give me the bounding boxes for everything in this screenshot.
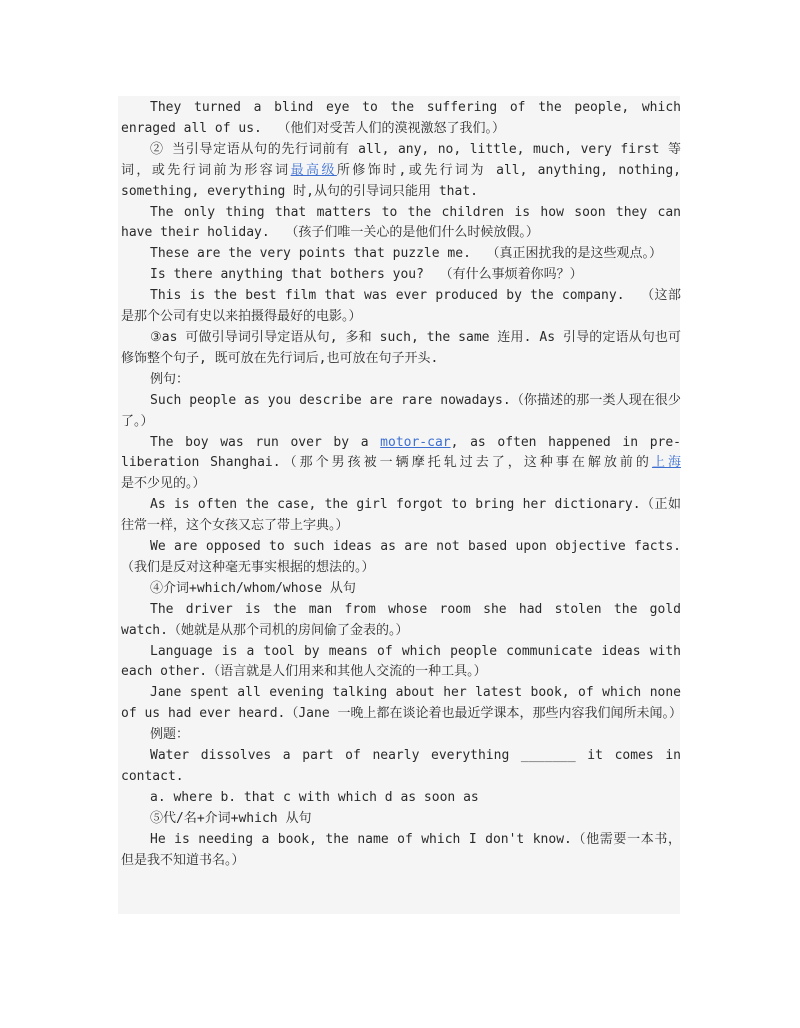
paragraph-text: a. where b. that c with which d as soon as	[150, 789, 479, 805]
paragraph	[121, 265, 681, 286]
paragraph-text: 是不少见的。）	[121, 476, 206, 492]
paragraph-text: ② 当引导定语从句的先行词前有 all, any, no, little, much, very first 等词，或先行词前为形容词	[121, 141, 681, 178]
paragraph	[121, 788, 681, 809]
paragraph-text: Such people as you describe are rare nowadays.（你描述的那一类人现在很少了。）	[121, 392, 681, 429]
paragraph-text: 例句：	[150, 371, 190, 387]
paragraph-text: ③as 可做引导词引导定语从句, 多和 such, the same 连用. As 引导的定语从句也可修饰整个句子, 既可放在先行词后,也可放在句子开头.	[121, 329, 681, 366]
paragraph	[121, 495, 681, 537]
paragraph	[121, 98, 689, 140]
paragraph-text: These are the very points that puzzle me. （真正困扰我的是这些观点。）	[150, 246, 663, 262]
paragraph	[121, 725, 681, 746]
paragraph-text: We are opposed to such ideas as are not based upon objective facts.（我们是反对这种毫无事实根据的想法的。）	[121, 539, 681, 575]
paragraph	[121, 328, 681, 370]
paragraph-text: Is there anything that bothers you? （有什么事烦着你吗？）	[150, 267, 583, 283]
paragraph	[121, 140, 689, 203]
paragraph	[121, 683, 689, 725]
paragraph-text: He is needing a book, the name of which I don't know.（他需要一本书，但是我不知道书名。）	[121, 831, 681, 868]
paragraph-text: This is the best film that was ever produced by the company. （这部是那个公司有史以来拍摄得最好的电影。）	[121, 288, 681, 325]
paragraph-text: The only thing that matters to the children is how soon they can have their holiday. （孩子们唯一关心的是他们什么时候放假。）	[121, 204, 689, 241]
paragraph	[121, 579, 681, 600]
paragraph-text: They turned a blind eye to the suffering of the people, which enraged all of us. （他们对受苦人们的漠视激怒了我们。）	[121, 100, 689, 136]
paragraph-text: The boy was run over by a	[150, 434, 381, 450]
paragraph	[121, 286, 681, 328]
inline-link[interactable]: 上海	[651, 455, 681, 471]
document-body	[121, 98, 689, 872]
paragraph-text: The driver is the man from whose room she had stolen the gold watch.（她就是从那个司机的房间偷了金表的。）	[121, 601, 689, 638]
paragraph-text: As is often the case, the girl forgot to bring her dictionary.（正如往常一样，这个女孩又忘了带上字典。）	[121, 497, 681, 534]
paragraph-text: Language is a tool by means of which people communicate ideas with each other.（语言就是人们用来和其他人交流的一种工具。）	[121, 643, 689, 680]
paragraph	[121, 600, 689, 642]
paragraph	[121, 809, 681, 830]
paragraph-text: 所修饰时,或先行词为 all, anything, nothing, something, everything 时,从句的引导词只能用 that.	[121, 162, 689, 199]
paragraph	[121, 370, 681, 391]
paragraph-text: ⑤代/名+介词+which 从句	[150, 810, 312, 826]
paragraph	[121, 537, 681, 579]
inline-link[interactable]: motor-car	[380, 434, 451, 450]
paragraph	[121, 244, 681, 265]
paragraph-text: 例题：	[150, 727, 190, 743]
paragraph	[121, 203, 689, 245]
paragraph-text: Water dissolves a part of nearly everything _______ it comes in contact.	[121, 748, 689, 784]
paragraph	[121, 391, 681, 433]
paragraph	[121, 830, 681, 872]
inline-link[interactable]: 最高级	[290, 162, 337, 178]
paragraph-text: , as often happened in pre-liberation Shanghai.（那个男孩被一辆摩托轧过去了，这种事在解放前的	[121, 434, 681, 471]
paragraph-text: Jane spent all evening talking about her latest book, of which none of us had ever heard.（Jane 一晚上都在谈论着也最近学课本，那些内容我们闻所未闻。）	[121, 685, 689, 722]
paragraph-text: ④介词+which/whom/whose 从句	[150, 580, 356, 596]
paragraph	[121, 642, 689, 684]
paragraph	[121, 746, 689, 788]
paragraph	[121, 433, 681, 496]
